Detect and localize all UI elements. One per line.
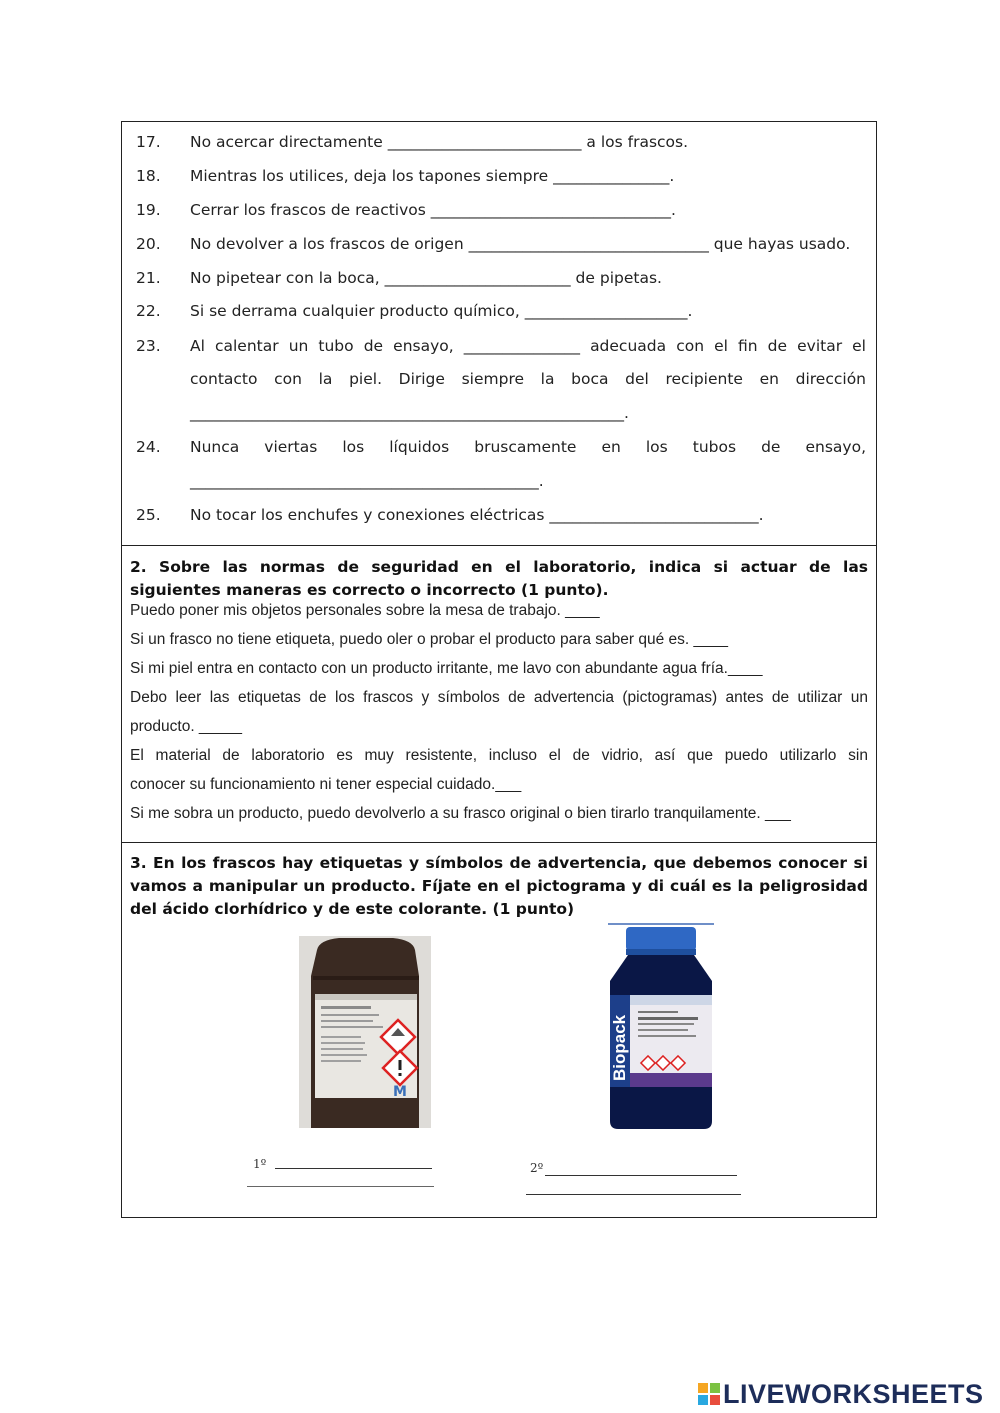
rule-number: 18. [136,167,161,185]
answer-2-label: 2º [530,1161,544,1175]
correct-incorrect-section [122,546,876,843]
rule-number: 17. [136,133,161,151]
rule-number: 25. [136,506,161,524]
statement-4-line2: producto. _____ [130,718,243,735]
rule-text-line2: contacto con la piel. Dirige siempre la boca del recipiente en dirección [190,370,866,388]
colorant-bottle-image [608,923,714,1133]
rule-text-line2: _____________________________________________. [190,472,544,490]
rule-number: 24. [136,438,161,456]
bottle-2-drawing [608,923,714,1133]
rule-text: No devolver a los frascos de origen _______________________________ que hayas usado. [190,235,851,253]
rule-text: Cerrar los frascos de reactivos _______________________________. [190,201,676,219]
rule-number: 23. [136,337,161,355]
statement-5-line1: El material de laboratorio es muy resistente, incluso el de vidrio, así que puedo utilizarlo sin [130,747,868,764]
pictogram-section [122,843,876,1217]
liveworksheets-logo-icon [697,1378,723,1410]
rule-text: No pipetear con la boca, ________________________ de pipetas. [190,269,662,287]
worksheet-frame [121,121,877,1218]
answer-1-line-a[interactable] [275,1168,432,1169]
liveworksheets-logo [697,1378,997,1410]
answer-1-label: 1º [253,1157,267,1171]
statement-4-line1: Debo leer las etiquetas de los frascos y símbolos de advertencia (pictogramas) antes de utilizar un [130,689,868,706]
rule-number: 20. [136,235,161,253]
answer-1-line-b[interactable] [247,1186,434,1187]
answer-2-line-b[interactable] [526,1194,741,1195]
hydrochloric-acid-bottle-image [299,936,431,1128]
rule-text-line3: ________________________________________________________. [190,404,629,422]
statement-3: Si mi piel entra en contacto con un producto irritante, me lavo con abundante agua fría.____ [130,660,763,677]
bottle-2-brand-text: Biopack [610,1014,629,1081]
statement-2: Si un frasco no tiene etiqueta, puedo oler o probar el producto para saber qué es. ____ [130,631,729,648]
question-2-title: 2. Sobre las normas de seguridad en el laboratorio, indica si actuar de las siguientes maneras es correcto o incorrecto (1 punto). [130,558,868,599]
rule-text: No tocar los enchufes y conexiones eléctricas ___________________________. [190,506,764,524]
rule-text: No acercar directamente _________________________ a los frascos. [190,133,689,151]
rule-text-line1: Al calentar un tubo de ensayo, _______________ adecuada con el fin de evitar el [190,337,866,355]
bottle-1-drawing [299,936,431,1128]
rule-number: 21. [136,269,161,287]
question-3-title: 3. En los frascos hay etiquetas y símbolos de advertencia, que debemos conocer si vamos a manipular un producto. Fíjate en el pictograma y di cuál es la peligrosidad del ácido clorhídrico y de este colorante. (1 punto) [130,854,868,918]
statement-6: Si me sobra un producto, puedo devolverlo a su frasco original o bien tirarlo tranquilamente. ___ [130,805,791,822]
rules-section [122,122,876,546]
statement-1: Puedo poner mis objetos personales sobre la mesa de trabajo. ____ [130,602,600,619]
rule-number: 22. [136,302,161,320]
rule-text: Mientras los utilices, deja los tapones siempre _______________. [190,167,675,185]
svg-text:M: M [393,1084,407,1100]
liveworksheets-wordmark: LIVEWORKSHEETS [723,1379,984,1409]
answer-2-line-a[interactable] [545,1175,737,1176]
rule-text-line1: Nunca viertas los líquidos bruscamente en los tubos de ensayo, [190,438,866,456]
rule-number: 19. [136,201,161,219]
rule-text: Si se derrama cualquier producto químico, _____________________. [190,302,693,320]
statement-5-line2: conocer su funcionamiento ni tener especial cuidado.___ [130,776,522,793]
